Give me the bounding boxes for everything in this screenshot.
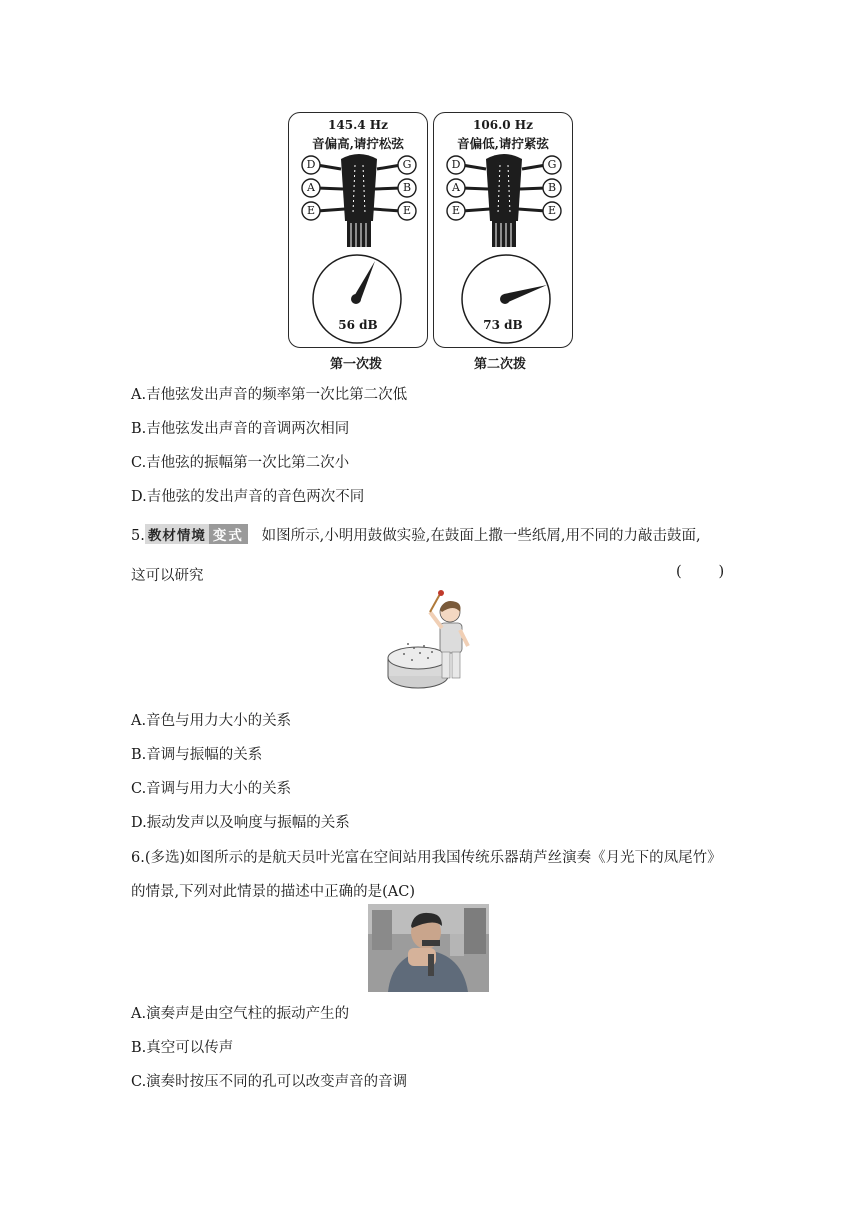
- q6-option-a: A.演奏声是由空气柱的振动产生的: [131, 1006, 350, 1022]
- drum-experiment-illustration: [384, 590, 476, 694]
- peg-label: A: [307, 181, 315, 194]
- q6-stem-line2: 的情景,下列对此情景的描述中正确的是(AC): [131, 884, 415, 900]
- answer-blank: ( ): [676, 564, 725, 580]
- question-number: 5.: [131, 528, 145, 544]
- q5-option-b: B.音调与振幅的关系: [131, 747, 263, 763]
- tuner-message: 音偏低,请拧紧弦: [457, 136, 549, 151]
- astronaut-photo: [368, 904, 489, 992]
- q4-option-a: A.吉他弦发出声音的频率第一次比第二次低: [131, 387, 408, 403]
- decibel-readout: 73 dB: [483, 318, 523, 332]
- figure-caption-first: 第一次拨: [330, 357, 383, 372]
- peg-label: B: [402, 181, 412, 194]
- variant-badge: 变式: [209, 524, 248, 544]
- guitar-headstock-icon: [434, 113, 574, 349]
- q4-option-b: B.吉他弦发出声音的音调两次相同: [131, 421, 350, 437]
- tuner-panel-first: [288, 112, 428, 348]
- q4-option-c: C.吉他弦的振幅第一次比第二次小: [131, 455, 350, 471]
- peg-label: G: [402, 158, 412, 171]
- tuner-message: 音偏高,请拧松弦: [312, 136, 404, 151]
- q5-stem-line1: [131, 524, 701, 545]
- frequency-readout: 145.4 Hz: [328, 118, 388, 132]
- q6-option-b: B.真空可以传声: [131, 1040, 234, 1056]
- figure-caption-second: 第二次拨: [474, 357, 527, 372]
- q5-stem-line2: 这可以研究: [131, 568, 204, 584]
- peg-label: G: [547, 158, 557, 171]
- guitar-headstock-icon: [289, 113, 429, 349]
- frequency-readout: 106.0 Hz: [473, 118, 533, 132]
- peg-label: B: [547, 181, 557, 194]
- peg-label: E: [306, 204, 316, 217]
- q6-stem-line1: 6.(多选)如图所示的是航天员叶光富在空间站用我国传统乐器葫芦丝演奏《月光下的凤尾竹》: [131, 850, 722, 866]
- peg-label: E: [451, 204, 461, 217]
- decibel-readout: 56 dB: [338, 318, 378, 332]
- q5-option-c: C.音调与用力大小的关系: [131, 781, 292, 797]
- q6-option-c: C.演奏时按压不同的孔可以改变声音的音调: [131, 1074, 408, 1090]
- peg-label: D: [306, 158, 316, 171]
- peg-label: E: [547, 204, 557, 217]
- q5-option-a: A.音色与用力大小的关系: [131, 713, 292, 729]
- tuner-panel-second: [433, 112, 573, 348]
- q4-option-d: D.吉他弦的发出声音的音色两次不同: [131, 489, 365, 505]
- textbook-context-badge: 教材情境: [145, 524, 209, 544]
- peg-label: D: [451, 158, 461, 171]
- peg-label: A: [452, 181, 460, 194]
- peg-label: E: [402, 204, 412, 217]
- q5-text: 如图所示,小明用鼓做实验,在鼓面上撒一些纸屑,用不同的力敲击鼓面,: [261, 528, 701, 544]
- q5-option-d: D.振动发声以及响度与振幅的关系: [131, 815, 350, 831]
